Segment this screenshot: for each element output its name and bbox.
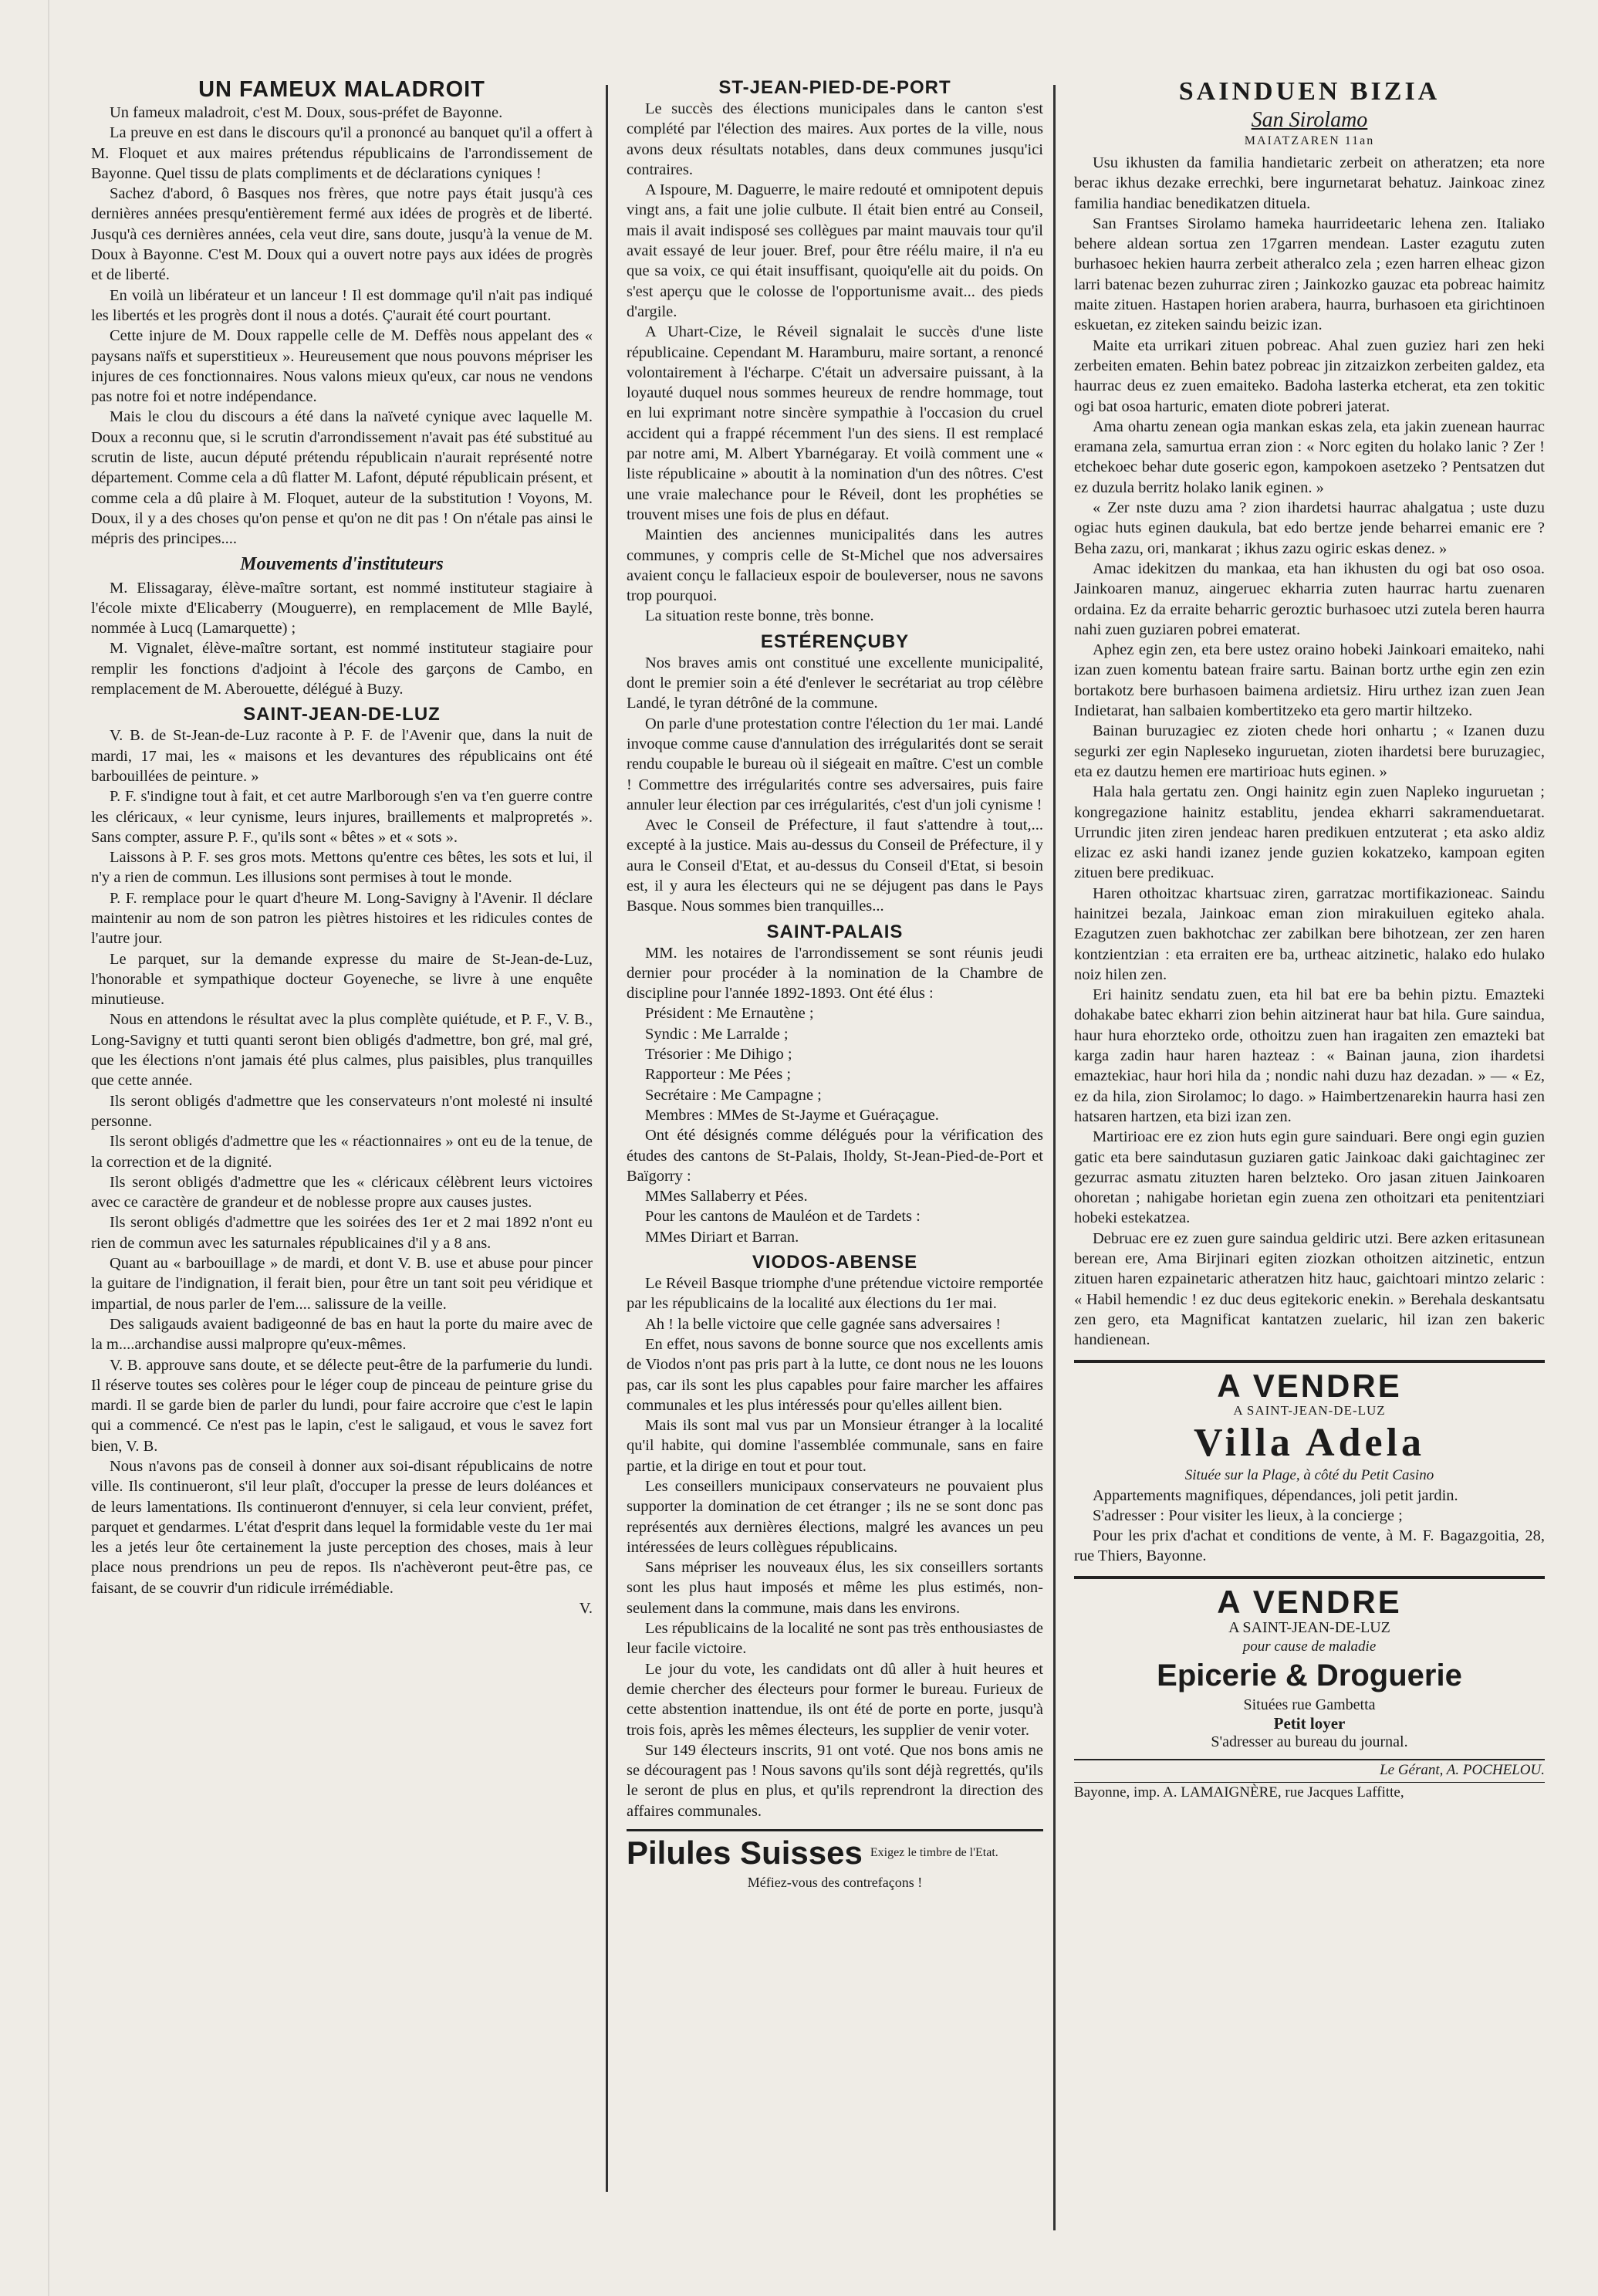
paragraph: Martirioac ere ez zion huts egin gure sainduari. Bere ongi egin guzien gatic eta bere saindutasun guziaren gatic Jainkoac daki gaichtaginec zer gezurrac asmatu zituzten haren belzteko. Oro jasan zituen Jainkoaren ohoretan ; nahigabe horietan egin zuena zen othoitzari eta penitentziari hobeki estekatzea. [1074,1128,1545,1227]
paragraph: Mais ils sont mal vus par un Monsieur étranger à la localité qu'il habite, qui domine l'assemblée communale, sans en faire partie, et la dirige en tout et pour tout. [627,1417,1043,1475]
paragraph: Bainan buruzagiec ez zioten chede hori onhartu ; « Izanen duzu segurki zer egin Napleseko inguruetan, zioten ihardetsi bere buruzagiec, eta ez dautzu hemen ere martirioac huts eginen. » [1074,722,1545,780]
paragraph: V. B. de St-Jean-de-Luz raconte à P. F. de l'Avenir que, dans la nuit de mardi, 17 mai, les « maisons et les devantures des républicains ont été barbouillées de peinture. » [91,727,593,785]
epicerie-advert [1074,1576,1545,1751]
paragraph: Le succès des élections municipales dans le canton s'est complété par l'élection des maires. Aux portes de la ville, nous avons deux résultats notables, dans deux communes jusqu'ici contraires. [627,100,1043,178]
column-3 [1074,77,1545,2223]
paragraph: Un fameux maladroit, c'est M. Doux, sous-préfet de Bayonne. [110,104,503,121]
paragraph: Président : Me Ernautène ; [645,1005,814,1023]
paragraph: Rapporteur : Me Pées ; [645,1066,792,1084]
paragraph: MMes Diriart et Barran. [645,1228,799,1246]
paragraph: « Zer nste duzu ama ? zion ihardetsi haurrac ahalgatua ; uste duzu ogiac huts eginen daukula, bat edo bertze jende beharrei emanic ere ? Beha zazu, ori, mankarat ; ikhus zazu ogiric eskas denez. » [1074,499,1545,557]
advert-street: Situées rue Gambetta [1243,1696,1376,1713]
paragraph: Nous en attendons le résultat avec la plus complète quiétude, et P. F., V. B., Long-Savigny et tutti quanti seront bien obligés d'admettre, bon gré, mal gré, que les élections n'ont jamais été plus calmes, plus paisibles, plus tranquilles que cette année. [91,1011,593,1090]
advert-body [1074,1486,1545,1567]
paragraph: Ils seront obligés d'admettre que les conservateurs n'ont molesté ni insulté personne. [91,1092,593,1130]
article-title: UN FAMEUX MALADROIT [198,77,485,102]
advert-place: A SAINT-JEAN-DE-LUZ [1233,1402,1386,1418]
advert-product-name: Pilules Suisses [627,1834,863,1872]
paragraph: Haren othoitzac khartsuac ziren, garratzac mortifikazioneac. Saindu hainitzei bezala, Jainkoac eman zion mirakuiluen egiteko ahala. Ezagutzen zuen bakhotchac zer zabilkan bere bihotzean, zer zen haren kontzientzian : eta erraiten ere ba, urtheac aitzinetic, halako edo hulako noiz hilen zen. [1074,884,1545,983]
page-fold-line [48,0,49,2296]
section-title: VIODOS-ABENSE [752,1252,918,1273]
villa-advert [1074,1360,1545,1567]
paragraph: A Ispoure, M. Daguerre, le maire redouté et omnipotent depuis vingt ans, a fait une jolie culbute. Il était bien entré au Conseil, mais il avait indisposé ses collègues par maint mauvais tour qu'il avait essayé de leur jouer. Bref, pour être réélu maire, il n'a eu que sa voix, ce qui était insuffisant, quoiqu'elle ait du poids. On s'est aperçu que le colosse de l'opportunisme avait... des pieds d'argile. [627,181,1043,320]
paragraph: La situation reste bonne, très bonne. [645,607,874,625]
pilules-advert [627,1829,1043,1872]
advert-cause: pour cause de maladie [1242,1638,1377,1655]
paragraph: Nous n'avons pas de conseil à donner aux soi-disant républicains de notre ville. Ils continueront, s'il leur plaît, d'occuper la presse de leurs doléances et de leurs lamentations. Ils continueront d'ennuyer, si cela leur convient, préfet, parquet et gendarmes. L'état d'esprit dans lequel la formidable veste du 1er mai les a jetés leur ôte certainement la juste perception des choses, mais à leur place nous prendrions un peu de repos. Ils n'achèveront peut-être pas, ce faisant, de se couvrir d'un ridicule irrémédiable. [91,1458,593,1597]
advert-location: Située sur la Plage, à côté du Petit Casino [1184,1466,1434,1483]
paragraph: V. B. approuve sans doute, et se délecte peut-être de la parfumerie du lundi. Il réserve toutes ses colères pour le léger coup de pinceau de peinture grise du mardi. Il se garde bien de parler du lundi, pour faire accroire que c'est le lapin qui a commencé. Ce n'est pas le lapin, c'est le saligaud, et vous le savez fort bien, V. B. [91,1356,593,1455]
section-body [627,943,1043,1247]
section-body [627,99,1043,627]
saint-name: San Sirolamo [1251,108,1368,132]
advert-note: Exigez le timbre de l'Etat. [870,1846,998,1860]
advert-title: A VENDRE [1217,1583,1402,1620]
paragraph: Appartements magnifiques, dépendances, joli petit jardin. [1093,1486,1458,1504]
paragraph: Avec le Conseil de Préfecture, il faut s'attendre à tout,... excepté à la justice. Mais au-dessus du Conseil de Préfecture, il y aura le Conseil d'Etat, et au-dessus du Conseil d'Etat, si besoin est, il y aura les électeurs qui ne se déjugent pas dans le Pays Basque. Nous sommes bien tranquilles... [627,817,1043,915]
advert-title: A VENDRE [1217,1367,1402,1404]
paragraph: Ah ! la belle victoire que celle gagnée sans adversaires ! [645,1315,1002,1333]
feast-date: MAIATZAREN 11an [1244,134,1375,147]
paragraph: Secrétaire : Me Campagne ; [645,1086,822,1104]
imprint-line: Bayonne, imp. A. LAMAIGNÈRE, rue Jacques Laffitte, [1074,1782,1545,1801]
column-2 [627,77,1043,2223]
advert-place: A SAINT-JEAN-DE-LUZ [1228,1618,1390,1636]
paragraph: Ama ohartu zenean ogia mankan eskas zela, eta jakin zuenean haurrac eramana zela, samurtua erran zion : « Norc egiten du holako lanic ? Zer ! etchekoec behar dute goseric egon, kampokoen asetzeko ? Pentsatzen dut ez duzula berritz holako lanik eginen. » [1074,418,1545,496]
paragraph: S'adresser : Pour visiter les lieux, à la concierge ; [1093,1506,1403,1524]
paragraph: En voilà un libérateur et un lanceur ! Il est dommage qu'il n'ait pas indiqué les libertés et les progrès dont il nous a dotés. Ç'aurait été court pourtant. [91,286,593,324]
paragraph: Debruac ere ez zuen gure saindua geldiric utzi. Bere azken eritasunean berean ere, Ama Birjinari egiten ziozkan othoitzen aitzinetic, entzun zituen haren ezpainetaric atheratzen hitz hauc, gaichtoari mintzo zelaric : « Habil hemendic ! ez duc deus egitekoric enekin. » Berehala deskantsatu zen gero, eta Magnificat kantatzen zuelaric, hil izan zen bakeric handienean. [1074,1229,1545,1349]
column-rule [1053,85,1056,2230]
paragraph: La preuve en est dans le discours qu'il a prononcé au banquet qu'il a offert à M. Floquet et aux maires prétendus républicains de l'arrondissement de Bayonne. Quel tissu de plats compliments et de déclarations cyniques ! [91,124,593,182]
column-1 [91,77,593,2223]
footer [1074,1759,1545,1801]
gerant-line: Le Gérant, A. POCHELOU. [1380,1761,1545,1778]
saint-article-body [1074,153,1545,1351]
paragraph: Ils seront obligés d'admettre que les « réactionnaires » ont eu de la tenue, de la correction et de la dignité. [91,1133,593,1171]
basque-masthead: SAINDUEN BIZIA [1178,77,1441,106]
advert-rent: Petit loyer [1273,1713,1346,1733]
paragraph: Mais le clou du discours a été dans la naïveté cynique avec laquelle M. Doux a reconnu que, si le scrutin d'arrondissement n'avait pas été substitué au scrutin de liste, aucun député prétendu républicain n'aurait représenté notre département. Comme cela a dû flatter M. Lafont, député républicain présent, et comme cela a dû plaire à M. Floquet, auteur de la substitution ! Voyons, M. Doux, il y a des choses qu'on pense et qu'on ne dit pas ! On n'étale pas ainsi le mépris des principes.... [91,408,593,548]
section-body [627,1273,1043,1821]
paragraph: Maintien des anciennes municipalités dans les autres communes, y compris celle de St-Michel que nos adversaires avaient conçu le fallacieux espoir de bouleverser, nous ne savons trop pourquoi. [627,526,1043,605]
paragraph: Maite eta urrikari zituen pobreac. Ahal zuen guziez hari zen heki zerbeiten ematen. Behin batez pobreac jin zitzaizkon zerbeiten galdez, eta haurrac deus ez zuen emaiteko. Badoha lasterka etcherat, eta zen tokitic ogi bat osoa harturic, ematen diote pobreri jaterat. [1074,336,1545,415]
section-title: ESTÉRENÇUBY [760,631,910,652]
article-body [91,103,593,549]
paragraph: Sans mépriser les nouveaux élus, les six conseillers sortants sont les plus haut imposés et même les plus estimés, non-seulement dans la commune, mais dans les environs. [627,1559,1043,1617]
paragraph: Des saligauds avaient badigeonné de bas en haut la porte du maire avec de la m....archandise aussi malpropre qu'eux-mêmes. [91,1315,593,1354]
section-title: SAINT-JEAN-DE-LUZ [243,704,441,725]
paragraph: Le jour du vote, les candidats ont dû aller à huit heures et demie chercher des électeurs pour former le bureau. Furieux de cette abstention inattendue, ils ont été de porte en porte, jusqu'à trois fois, après les mêmes électeurs, les supplier de venir voter. [627,1660,1043,1739]
section-title: Mouvements d'instituteurs [240,553,444,574]
section-body [91,725,593,1598]
signature-line [91,1598,593,1618]
paragraph: San Frantses Sirolamo hameka haurrideetaric lehena zen. Italiako behere aldean sortua zen 17garren mendean. Laster ezagutu zuten burhasoec hekien haurra zerbeit atheralco zela ; ezen harren elheac gizon larri batenac bezen zuhurrac ziren ; Jainkozko gauzac eta pobreac haimitz maite zituen. Hastapen horien arabera, haurra, burhasoen eta girichtinoen eskuetan, ez ziteken saindu beizic izan. [1074,215,1545,334]
paragraph: Sur 149 électeurs inscrits, 91 ont voté. Que nos bons amis ne se découragent pas ! Nous savons qu'ils sont déjà regrettés, qu'ils le seront de plus en plus, et qu'ils reprendront la direction des affaires communales. [627,1741,1043,1820]
paragraph: Hala hala gertatu zen. Ongi hainitz egin zuen Napleko inguruetan ; kongregazione hainitz establitu, jendea ekharri sakramenduetarat. Urrundic jiten ziren jendeac haren predikuen entzuterat ; eta asko aldiz elizac ez aski handi izanez jende guzien kokatzeko, kampoan egiten zituen bere predikuac. [1074,783,1545,882]
advert-shop-name: Epicerie & Droguerie [1157,1658,1462,1692]
paragraph: Le Réveil Basque triomphe d'une prétendue victoire remportée par les républicains de la localité aux élections du 1er mai. [627,1275,1043,1313]
paragraph: MM. les notaires de l'arrondissement se sont réunis jeudi dernier pour procéder à la nomination de la Chambre de discipline pour l'année 1892-1893. Ont été élus : [627,944,1043,1003]
paragraph: M. Vignalet, élève-maître sortant, est nommé instituteur stagiaire pour remplir les fonctions d'adjoint à l'école des garçons de Cambo, en remplacement de M. Aberouette, délégué à Buzy. [91,640,593,698]
paragraph: P. F. remplace pour le quart d'heure M. Long-Savigny à l'Avenir. Il déclare maintenir au nom de son patron les piètres histoires et les ridicules contes de l'autre jour. [91,889,593,948]
advert-villa-name: Villa Adela [1193,1420,1426,1465]
paragraph: Cette injure de M. Doux rappelle celle de M. Deffès nous appelant des « paysans naïfs et superstitieux ». Heureusement que nous pouvons mépriser les injures de ces fonctionnaires. Nous valons mieux qu'eux, car nous ne vendons pas notre foi et notre indépendance. [91,327,593,406]
paragraph: On parle d'une protestation contre l'élection du 1er mai. Landé invoque comme cause d'annulation des irrégularités dont se serait rendu coupable le bureau où il siégeait en maître. C'est un comble ! Commettre des irrégularités contre ses adversaires, puis faire annuler leur élection par ces irrégularités, c'est d'un joli cynisme ! [627,715,1043,813]
paragraph: A Uhart-Cize, le Réveil signalait le succès d'une liste républicaine. Cependant M. Haramburu, maire sortant, a renoncé volontairement à l'écharpe. C'était un adversaire puissant, à la loyauté duquel nous sommes heureux de rendre hommage, tout en lui exprimant notre sincère sympathie à l'occasion du cruel accident qui a frappé récemment l'un des siens. Il est remplacé par notre ami, M. Albert Ybarnégaray. Et voilà comment une « liste républicaine » aboutit à la nomination d'un des nôtres. C'est une vraie malechance pour le Réveil, dont les prophéties se trouvent mises une fois de plus en défaut. [627,323,1043,523]
section-title: ST-JEAN-PIED-DE-PORT [718,77,951,98]
signature-right: V. [579,1600,593,1618]
paragraph: Eri hainitz sendatu zuen, eta hil bat ere ba behin piztu. Emazteki dohakabe batec ekharri zion behin aitzinerat haur bat hila. Gure saindua, haur hura ehorzteko orde, othoitzu zuen han iragaiten zen emazteki bat karga zadin haur haren hazteaz : « Bainan jauna, zion ihardetsi emaztekiac, haur hori hila da ; nondic nahi duzu haz dezadan. » — « Ez, ez da hila, zion Sirolamoc; lo dago. » Haimbertzenarekin haurra hasi zen hatsaren hartzen, eta bizi izan zen. [1074,986,1545,1125]
paragraph: MMes Sallaberry et Pées. [645,1188,808,1205]
paragraph: Usu ikhusten da familia handietaric zerbeit on atheratzen; eta nore berac ikhus dezake errechki, bere ingurnetarat behatuz. Jainkoac zinez familia handiac benedikatzen dituela. [1074,154,1545,212]
paragraph: Membres : MMes de St-Jayme et Guéraçague. [645,1106,939,1124]
paragraph: Les républicains de la localité ne sont pas très enthousiastes de leur facile victoire. [627,1620,1043,1658]
advert-warning: Méfiez-vous des contrefaçons ! [747,1875,923,1891]
paragraph: P. F. s'indigne tout à fait, et cet autre Marlborough s'en va t'en guerre contre les cléricaux, « leur cynisme, leurs injures, braillements et malpropretés ». Sans compter, assure P. F., qu'ils sont « bêtes » et « sots ». [91,788,593,846]
section-body [91,578,593,700]
paragraph: Laissons à P. F. ses gros mots. Mettons qu'entre ces bêtes, les sots et lui, il n'y a rien de commun. Les illusions sont permises à tout le monde. [91,849,593,887]
paragraph: Ils seront obligés d'admettre que les « cléricaux célèbrent leurs victoires avec ce caractère de grandeur et de noblesse propre aux causes justes. [91,1173,593,1212]
paragraph: Sachez d'abord, ô Basques nos frères, que notre pays était jusqu'à ces dernières années presqu'entièrement fermé aux idées de progrès et de liberté. Jusqu'à ces dernières années, cela veut dire, sans doute, jusqu'à la venue de M. Doux à Bayonne. C'est M. Doux qui a ouvert notre pays aux idées de progrès et de liberté. [91,185,593,284]
paragraph: M. Elissagaray, élève-maître sortant, est nommé instituteur stagiaire à l'école mixte d'Elicaberry (Mouguerre), en remplacement de Mlle Baylé, nommée à Lucq (Lamarquette) ; [91,579,593,637]
paragraph: Pour les cantons de Mauléon et de Tardets : [645,1208,921,1226]
paragraph: Le parquet, sur la demande expresse du maire de St-Jean-de-Luz, l'honorable et sympathique docteur Goyeneche, se livre à une enquête minutieuse. [91,950,593,1009]
advert-contact: S'adresser au bureau du journal. [1211,1733,1408,1750]
paragraph: Les conseillers municipaux conservateurs ne pouvaient plus supporter la domination de cet étranger ; ils ne se sont donc pas représentés aux dernières élections, malgré les avances un peu intéressées de leurs collègues républicains. [627,1478,1043,1556]
paragraph: Trésorier : Me Dihigo ; [645,1046,792,1063]
section-body [627,653,1043,917]
paragraph: Aphez egin zen, eta bere ustez oraino hobeki Jainkoari emaiteko, nahi izan zuen komentu batean fraire sartu. Bainan bortz urthe egin zen ezin bortakotz bere burhasoen baimena ardietsiz. Hiru urthez izan zuen Jean Indietarat, han salbaien kombertitzeko eta gero martir hiltzeko. [1074,641,1545,720]
paragraph: Ont été désignés comme délégués pour la vérification des études des cantons de St-Palais, Iholdy, St-Jean-Pied-de-Port et Baïgorry : [627,1127,1043,1185]
section-title: SAINT-PALAIS [766,921,904,942]
paragraph: Amac idekitzen du mankaa, eta han ikhusten du ogi bat oso osoa. Jainkoaren manuz, aingeruec ekharria zuten haurrac hartu zuenaren ordaina. Ez da erraite beharric geroztic burhasoec utzi zutela beren haurra nahi zuen guziaren pobrei ematerat. [1074,560,1545,638]
paragraph: Quant au « barbouillage » de mardi, et dont V. B. use et abuse pour pincer la guitare de l'indignation, il ferait bien, pour être un tant soit peu véridique et impartial, de nous parler de l'em.... salissure de la veille. [91,1255,593,1313]
paragraph: En effet, nous savons de bonne source que nos excellents amis de Viodos n'ont pas pris part à la lutte, ce dont nous ne les louons pas, car ils sont les plus capables pour faire marcher les affaires communales et les plus intéressés pour qu'elles aillent bien. [627,1335,1043,1414]
column-rule [606,85,608,2192]
paragraph: Syndic : Me Larralde ; [645,1025,789,1043]
paragraph: Pour les prix d'achat et conditions de vente, à M. F. Bagazgoitia, 28, rue Thiers, Bayonne. [1074,1527,1545,1565]
paragraph: Ils seront obligés d'admettre que les soirées des 1er et 2 mai 1892 n'ont eu rien de commun avec les saturnales républicaines d'il y a 8 ans. [91,1214,593,1252]
paragraph: Nos braves amis ont constitué une excellente municipalité, dont le premier soin a été d'enlever le secrétariat au trop célèbre Landé, le tyran détrôné de la commune. [627,654,1043,712]
